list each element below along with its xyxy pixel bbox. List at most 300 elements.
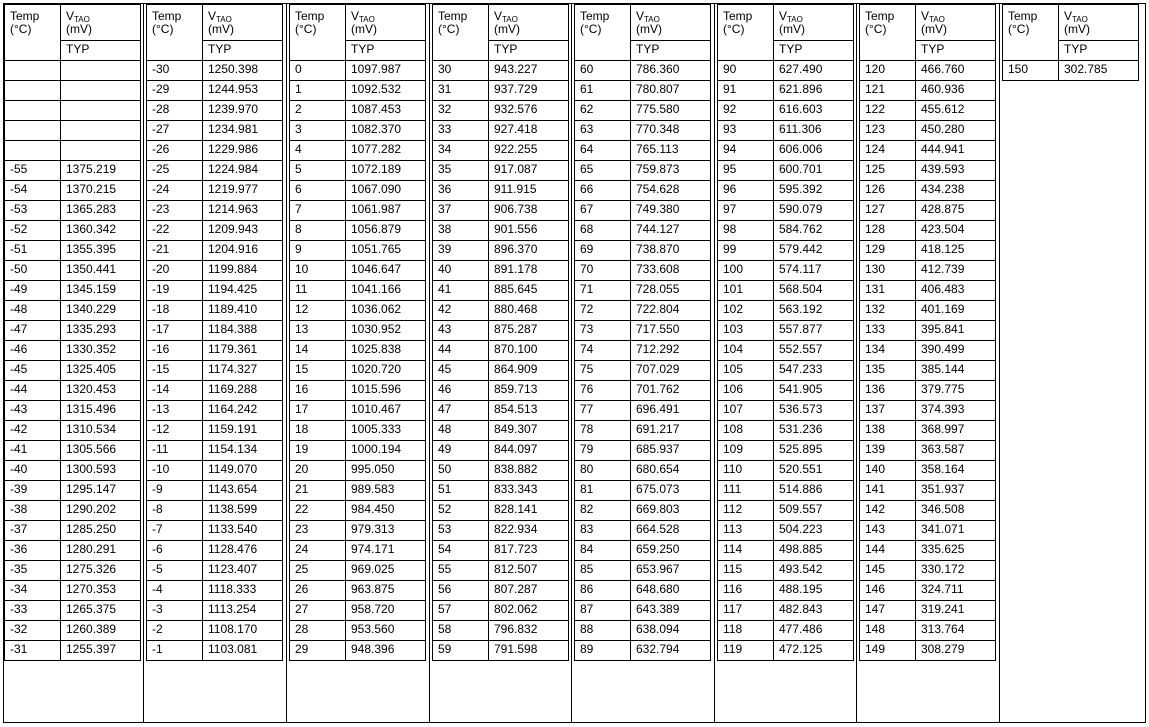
voltage-cell: 621.896 [774, 81, 854, 101]
temp-cell: 70 [575, 261, 631, 281]
voltage-cell: 958.720 [346, 601, 426, 621]
voltage-cell: 488.195 [774, 581, 854, 601]
temp-cell: -34 [5, 581, 61, 601]
voltage-cell: 368.997 [916, 421, 996, 441]
table-row [860, 501, 996, 521]
voltage-header-unit: (mV) [351, 22, 377, 36]
voltage-cell: 351.937 [916, 481, 996, 501]
voltage-cell: 379.775 [916, 381, 996, 401]
table-row [290, 261, 426, 281]
voltage-cell: 1209.943 [203, 221, 283, 241]
table-row [290, 121, 426, 141]
voltage-cell: 1072.189 [346, 161, 426, 181]
temp-cell: 118 [718, 621, 774, 641]
temp-cell: 99 [718, 241, 774, 261]
temperature-voltage-table [3, 3, 1146, 723]
temp-cell: 12 [290, 301, 346, 321]
voltage-cell: 948.396 [346, 641, 426, 661]
table-row [860, 481, 996, 501]
temp-header-unit: (°C) [1008, 22, 1030, 36]
voltage-cell: 927.418 [489, 121, 569, 141]
voltage-cell: 536.573 [774, 401, 854, 421]
table-row [290, 461, 426, 481]
temp-cell: 11 [290, 281, 346, 301]
temp-cell: -14 [147, 381, 203, 401]
temp-cell: 82 [575, 501, 631, 521]
typ-header: TYP [774, 41, 854, 61]
temp-cell: 114 [718, 541, 774, 561]
voltage-cell: 472.125 [774, 641, 854, 661]
voltage-cell: 1239.970 [203, 101, 283, 121]
voltage-cell: 822.934 [489, 521, 569, 541]
voltage-cell: 439.593 [916, 161, 996, 181]
table-row [575, 221, 711, 241]
voltage-subscript: TAO [216, 15, 232, 24]
table-row [147, 101, 283, 121]
voltage-cell: 1219.977 [203, 181, 283, 201]
typ-header: TYP [61, 41, 141, 61]
voltage-header-unit: (mV) [494, 22, 520, 36]
temp-cell: 20 [290, 461, 346, 481]
voltage-cell: 817.723 [489, 541, 569, 561]
voltage-cell: 1320.453 [61, 381, 141, 401]
temp-cell: 54 [433, 541, 489, 561]
table-row [5, 81, 141, 101]
voltage-cell: 733.608 [631, 261, 711, 281]
temp-cell: 115 [718, 561, 774, 581]
table-row [290, 581, 426, 601]
table-row [433, 641, 569, 661]
table-row [433, 121, 569, 141]
temp-cell: 47 [433, 401, 489, 421]
voltage-cell: 864.909 [489, 361, 569, 381]
table-row [575, 381, 711, 401]
temp-cell: 22 [290, 501, 346, 521]
table-row [5, 401, 141, 421]
voltage-cell: 1174.327 [203, 361, 283, 381]
voltage-cell: 574.117 [774, 261, 854, 281]
temp-cell: 8 [290, 221, 346, 241]
table-row [718, 601, 854, 621]
table-row [860, 381, 996, 401]
table-row [718, 381, 854, 401]
temp-cell: 86 [575, 581, 631, 601]
voltage-cell: 1275.326 [61, 561, 141, 581]
voltage-symbol: V [208, 9, 217, 23]
voltage-cell: 1133.540 [203, 521, 283, 541]
table-row [718, 141, 854, 161]
temp-cell: 125 [860, 161, 916, 181]
temp-cell: -27 [147, 121, 203, 141]
temp-cell: -44 [5, 381, 61, 401]
voltage-symbol: V [351, 9, 360, 23]
temp-cell: 104 [718, 341, 774, 361]
temp-header-label: Temp [10, 9, 40, 23]
table-row [718, 521, 854, 541]
temp-cell: 65 [575, 161, 631, 181]
block-separator [286, 4, 287, 722]
voltage-cell: 707.029 [631, 361, 711, 381]
voltage-header-unit: (mV) [779, 22, 805, 36]
table-row [575, 601, 711, 621]
temp-cell: -39 [5, 481, 61, 501]
temp-cell: 106 [718, 381, 774, 401]
voltage-cell: 498.885 [774, 541, 854, 561]
voltage-cell: 1189.410 [203, 301, 283, 321]
temp-header [575, 5, 631, 61]
temp-cell: -25 [147, 161, 203, 181]
voltage-cell: 917.087 [489, 161, 569, 181]
table-row [860, 221, 996, 241]
voltage-cell: 885.645 [489, 281, 569, 301]
table-row [575, 561, 711, 581]
table-row [290, 521, 426, 541]
voltage-cell: 691.217 [631, 421, 711, 441]
table-row [860, 641, 996, 661]
table-row [5, 421, 141, 441]
table-row [147, 521, 283, 541]
temp-cell: 16 [290, 381, 346, 401]
voltage-header [203, 5, 283, 41]
block-separator [999, 4, 1000, 722]
temp-cell: 24 [290, 541, 346, 561]
temp-cell: -1 [147, 641, 203, 661]
voltage-cell: 1123.407 [203, 561, 283, 581]
typ-header: TYP [489, 41, 569, 61]
voltage-cell: 1290.202 [61, 501, 141, 521]
table-row [718, 441, 854, 461]
table-row [718, 281, 854, 301]
temp-cell: 143 [860, 521, 916, 541]
voltage-cell: 1234.981 [203, 121, 283, 141]
table-row [5, 181, 141, 201]
voltage-header-unit: (mV) [921, 22, 947, 36]
voltage-cell: 1113.254 [203, 601, 283, 621]
table-row [718, 181, 854, 201]
temp-header-unit: (°C) [10, 22, 32, 36]
temp-cell: 105 [718, 361, 774, 381]
temp-cell: 55 [433, 561, 489, 581]
temp-cell: 85 [575, 561, 631, 581]
table-row [718, 261, 854, 281]
temp-cell: 40 [433, 261, 489, 281]
temp-cell: 91 [718, 81, 774, 101]
voltage-symbol: V [494, 9, 503, 23]
temp-cell: 36 [433, 181, 489, 201]
voltage-cell: 844.097 [489, 441, 569, 461]
temp-cell: 93 [718, 121, 774, 141]
table-row [433, 81, 569, 101]
block-separator [571, 4, 572, 722]
temp-cell [5, 101, 61, 121]
temp-cell: 51 [433, 481, 489, 501]
voltage-cell: 786.360 [631, 61, 711, 81]
table-row [575, 541, 711, 561]
temp-cell: 117 [718, 601, 774, 621]
table-row [5, 201, 141, 221]
temp-cell: -37 [5, 521, 61, 541]
temp-cell: 39 [433, 241, 489, 261]
temp-cell: -16 [147, 341, 203, 361]
voltage-cell: 1285.250 [61, 521, 141, 541]
voltage-subscript: TAO [74, 15, 90, 24]
temp-cell: -38 [5, 501, 61, 521]
temp-cell: -11 [147, 441, 203, 461]
voltage-cell: 346.508 [916, 501, 996, 521]
temp-cell: 44 [433, 341, 489, 361]
temp-header [860, 5, 916, 61]
voltage-cell: 1179.361 [203, 341, 283, 361]
temp-cell: 69 [575, 241, 631, 261]
table-row [860, 601, 996, 621]
temp-cell: 78 [575, 421, 631, 441]
table-row [147, 61, 283, 81]
temp-cell: 90 [718, 61, 774, 81]
voltage-cell: 1315.496 [61, 401, 141, 421]
table-row [860, 581, 996, 601]
voltage-cell: 906.738 [489, 201, 569, 221]
temp-cell: -41 [5, 441, 61, 461]
table-row [433, 221, 569, 241]
voltage-symbol: V [779, 9, 788, 23]
table-row [433, 601, 569, 621]
table-row [718, 241, 854, 261]
temp-cell: -49 [5, 281, 61, 301]
temp-cell: 0 [290, 61, 346, 81]
voltage-cell: 401.169 [916, 301, 996, 321]
table-row [147, 541, 283, 561]
temp-cell: 68 [575, 221, 631, 241]
table-row [433, 461, 569, 481]
temp-cell: -7 [147, 521, 203, 541]
voltage-cell: 995.050 [346, 461, 426, 481]
voltage-cell: 701.762 [631, 381, 711, 401]
table-row [860, 541, 996, 561]
table-row [290, 621, 426, 641]
table-row [575, 461, 711, 481]
table-row [5, 581, 141, 601]
temp-cell: 136 [860, 381, 916, 401]
temp-cell: 26 [290, 581, 346, 601]
temp-header-unit: (°C) [580, 22, 602, 36]
voltage-cell: 849.307 [489, 421, 569, 441]
temp-header [5, 5, 61, 61]
temp-cell: 84 [575, 541, 631, 561]
temp-cell: 83 [575, 521, 631, 541]
voltage-cell: 685.937 [631, 441, 711, 461]
table-row [860, 121, 996, 141]
temp-cell: 42 [433, 301, 489, 321]
table-row [290, 61, 426, 81]
table-row [718, 301, 854, 321]
voltage-header [489, 5, 569, 41]
table-block [4, 4, 141, 661]
temp-cell: 10 [290, 261, 346, 281]
table-row [147, 121, 283, 141]
voltage-cell: 717.550 [631, 321, 711, 341]
temp-cell: 38 [433, 221, 489, 241]
temp-cell: -35 [5, 561, 61, 581]
temp-cell: 96 [718, 181, 774, 201]
temp-cell: 7 [290, 201, 346, 221]
table-row [147, 381, 283, 401]
voltage-cell: 1149.070 [203, 461, 283, 481]
table-block [574, 4, 711, 661]
table-row [575, 61, 711, 81]
temp-cell: 100 [718, 261, 774, 281]
table-row [860, 201, 996, 221]
temp-cell: 58 [433, 621, 489, 641]
table-row [290, 81, 426, 101]
voltage-cell: 557.877 [774, 321, 854, 341]
temp-cell: 97 [718, 201, 774, 221]
table-row [433, 501, 569, 521]
voltage-symbol: V [1064, 9, 1073, 23]
table-row [5, 321, 141, 341]
table-row [433, 61, 569, 81]
typ-header: TYP [916, 41, 996, 61]
temp-cell: 126 [860, 181, 916, 201]
voltage-cell: 738.870 [631, 241, 711, 261]
table-row [575, 321, 711, 341]
voltage-cell: 802.062 [489, 601, 569, 621]
temp-cell: 21 [290, 481, 346, 501]
voltage-cell: 1310.534 [61, 421, 141, 441]
temp-cell: 148 [860, 621, 916, 641]
voltage-cell: 1250.398 [203, 61, 283, 81]
table-row [290, 401, 426, 421]
voltage-cell: 1199.884 [203, 261, 283, 281]
voltage-cell: 775.580 [631, 101, 711, 121]
temp-cell: 67 [575, 201, 631, 221]
typ-header: TYP [631, 41, 711, 61]
temp-cell: -23 [147, 201, 203, 221]
table-row [5, 161, 141, 181]
table-row [5, 621, 141, 641]
table-row [290, 481, 426, 501]
voltage-cell: 335.625 [916, 541, 996, 561]
temp-cell: -33 [5, 601, 61, 621]
table-row [290, 161, 426, 181]
voltage-cell: 406.483 [916, 281, 996, 301]
table-row [147, 621, 283, 641]
voltage-cell: 434.238 [916, 181, 996, 201]
table-row [860, 361, 996, 381]
table-row [290, 381, 426, 401]
temp-cell: 87 [575, 601, 631, 621]
temp-cell: -9 [147, 481, 203, 501]
voltage-cell: 541.905 [774, 381, 854, 401]
voltage-cell: 749.380 [631, 201, 711, 221]
table-row [575, 501, 711, 521]
voltage-cell: 953.560 [346, 621, 426, 641]
table-row [147, 281, 283, 301]
temp-cell: 142 [860, 501, 916, 521]
temp-cell: -42 [5, 421, 61, 441]
voltage-header-unit: (mV) [66, 22, 92, 36]
voltage-cell: 880.468 [489, 301, 569, 321]
temp-cell: -48 [5, 301, 61, 321]
table-row [433, 421, 569, 441]
table-row [860, 301, 996, 321]
table-row [860, 401, 996, 421]
table-row [290, 341, 426, 361]
table-row [860, 341, 996, 361]
table-row [718, 561, 854, 581]
table-row [718, 581, 854, 601]
temp-cell: 50 [433, 461, 489, 481]
voltage-cell: 759.873 [631, 161, 711, 181]
table-row [433, 581, 569, 601]
voltage-cell: 1118.333 [203, 581, 283, 601]
table-row [575, 521, 711, 541]
temp-cell: 5 [290, 161, 346, 181]
temp-header-unit: (°C) [865, 22, 887, 36]
table-row [433, 401, 569, 421]
temp-cell: 60 [575, 61, 631, 81]
temp-cell: 131 [860, 281, 916, 301]
table-row [147, 81, 283, 101]
table-row [5, 221, 141, 241]
table-row [433, 521, 569, 541]
temp-cell: 32 [433, 101, 489, 121]
table-row [718, 101, 854, 121]
voltage-cell: 1077.282 [346, 141, 426, 161]
voltage-cell: 722.804 [631, 301, 711, 321]
voltage-cell: 374.393 [916, 401, 996, 421]
voltage-subscript: TAO [502, 15, 518, 24]
voltage-cell: 412.739 [916, 261, 996, 281]
table-row [860, 281, 996, 301]
voltage-cell: 1305.566 [61, 441, 141, 461]
table-row [290, 181, 426, 201]
table-row [290, 301, 426, 321]
table-row [5, 141, 141, 161]
temp-cell: 111 [718, 481, 774, 501]
voltage-cell: 896.370 [489, 241, 569, 261]
temp-cell: 52 [433, 501, 489, 521]
table-row [433, 241, 569, 261]
temp-cell: -54 [5, 181, 61, 201]
voltage-cell: 1092.532 [346, 81, 426, 101]
temp-cell: 137 [860, 401, 916, 421]
table-row [5, 361, 141, 381]
table-row [147, 441, 283, 461]
voltage-cell: 780.807 [631, 81, 711, 101]
table-row [147, 181, 283, 201]
table-row [718, 201, 854, 221]
voltage-cell: 901.556 [489, 221, 569, 241]
voltage-cell: 330.172 [916, 561, 996, 581]
temp-cell: 59 [433, 641, 489, 661]
table-row [5, 281, 141, 301]
voltage-cell: 520.551 [774, 461, 854, 481]
voltage-cell: 1041.166 [346, 281, 426, 301]
voltage-cell: 547.233 [774, 361, 854, 381]
table-row [575, 441, 711, 461]
voltage-cell: 859.713 [489, 381, 569, 401]
table-row [718, 81, 854, 101]
table-row [860, 81, 996, 101]
voltage-cell [61, 121, 141, 141]
table-row [575, 421, 711, 441]
voltage-cell [61, 101, 141, 121]
temp-cell: -3 [147, 601, 203, 621]
temp-cell [5, 141, 61, 161]
voltage-cell: 643.389 [631, 601, 711, 621]
block-separator [429, 4, 430, 722]
table-row [5, 381, 141, 401]
